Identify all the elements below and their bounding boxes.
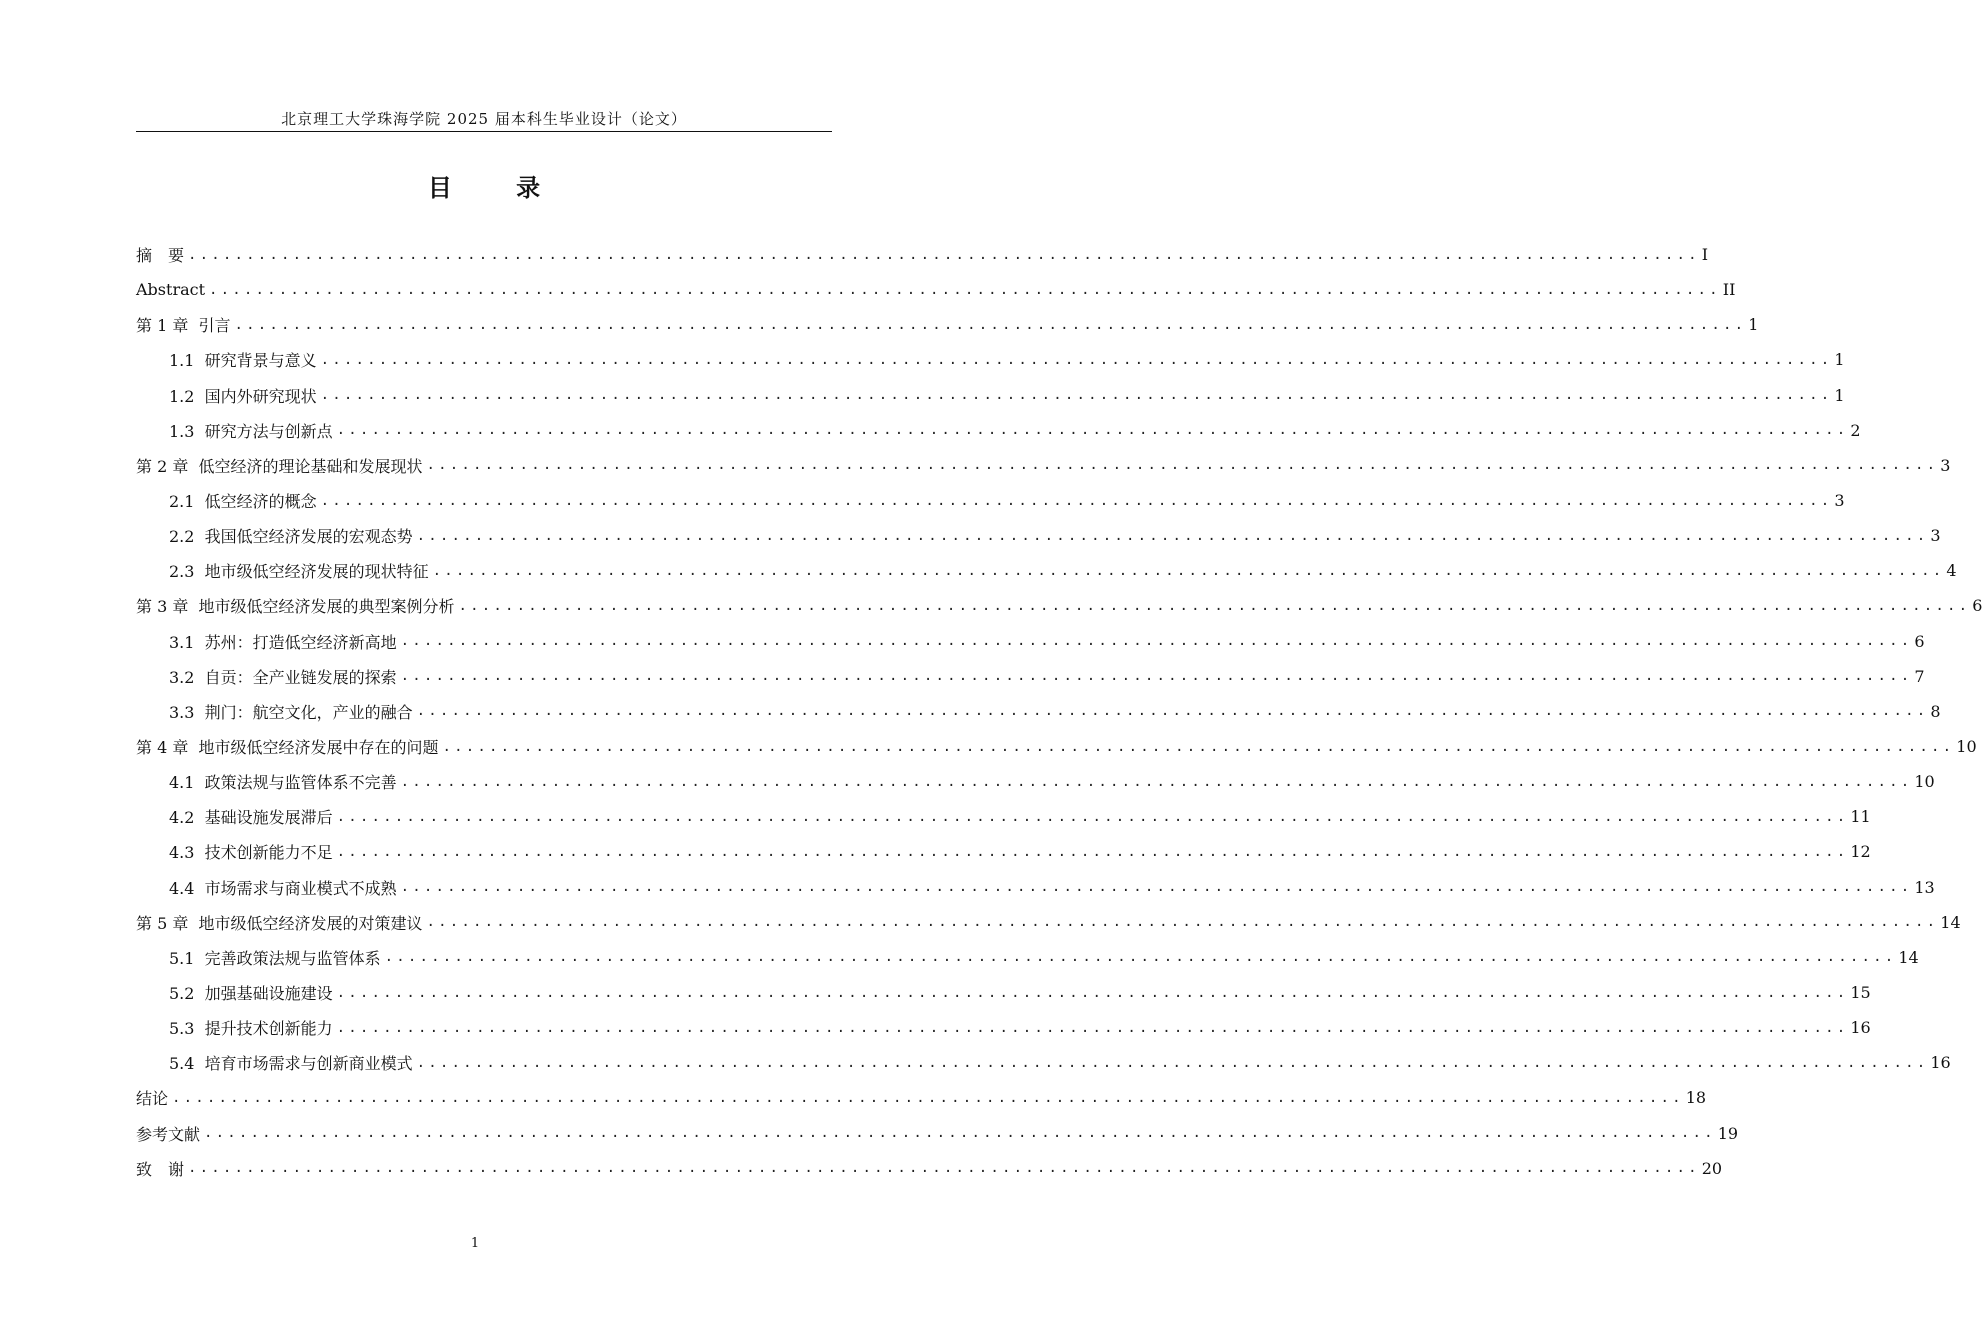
toc-chapter-entry[interactable] bbox=[136, 588, 1982, 623]
toc-entry-label: 4.2 基础设施发展滞后 bbox=[169, 808, 333, 828]
toc-dot-leader: .................................................................................................................................. bbox=[416, 1054, 1929, 1071]
toc-section-entry[interactable] bbox=[136, 342, 1845, 377]
toc-dot-leader: .................................................................................................................................. bbox=[320, 492, 1833, 509]
toc-dot-leader: .................................................................................................................................. bbox=[204, 1125, 1716, 1142]
toc-entry-page: 4 bbox=[1946, 561, 1957, 581]
toc-entry-page: 20 bbox=[1701, 1158, 1723, 1178]
toc-entry-label: 5.1 完善政策法规与监管体系 bbox=[169, 948, 381, 968]
toc-dot-leader: .................................................................................................................................. bbox=[384, 949, 1897, 966]
toc-section-entry[interactable] bbox=[136, 764, 1935, 799]
toc-dot-leader: .................................................................................................................................. bbox=[416, 527, 1929, 544]
toc-entry-page: 16 bbox=[1930, 1053, 1951, 1073]
toc-entry-label: 结论 bbox=[136, 1089, 169, 1109]
toc-entry-page: 1 bbox=[1748, 315, 1759, 335]
toc-chapter-entry[interactable] bbox=[136, 272, 1736, 307]
toc-entry-label: 4.3 技术创新能力不足 bbox=[169, 843, 333, 863]
toc-dot-leader: .................................................................................................................................. bbox=[188, 246, 1700, 263]
toc-section-entry[interactable] bbox=[136, 553, 1957, 588]
toc-dot-leader: .................................................................................................................................. bbox=[426, 457, 1939, 474]
page-title: 目 录 bbox=[427, 174, 569, 202]
toc-entry-page: 3 bbox=[1940, 455, 1951, 475]
toc-entry-label: 第 4 章 地市级低空经济发展中存在的问题 bbox=[136, 738, 439, 758]
toc-section-entry[interactable] bbox=[136, 834, 1871, 869]
toc-entry-page: 19 bbox=[1717, 1123, 1739, 1143]
toc-chapter-entry[interactable] bbox=[136, 1116, 1739, 1151]
toc-entry-page: 14 bbox=[1940, 912, 1961, 932]
toc-dot-leader: .................................................................................................................................. bbox=[442, 738, 1955, 755]
toc-entry-page: 8 bbox=[1930, 701, 1941, 721]
toc-section-entry[interactable] bbox=[136, 483, 1845, 518]
toc-entry-page: 12 bbox=[1850, 842, 1871, 862]
toc-section-entry[interactable] bbox=[136, 1010, 1871, 1045]
toc-entry-page: 18 bbox=[1685, 1088, 1707, 1108]
toc-dot-leader: .................................................................................................................................. bbox=[336, 422, 1849, 439]
toc-section-entry[interactable] bbox=[136, 378, 1845, 413]
toc-section-entry[interactable] bbox=[136, 413, 1861, 448]
toc-entry-label: 1.3 研究方法与创新点 bbox=[169, 421, 333, 441]
toc-entry-page: 6 bbox=[1972, 596, 1982, 616]
toc-dot-leader: .................................................................................................................................. bbox=[172, 1089, 1684, 1106]
toc-dot-leader: .................................................................................................................................. bbox=[336, 1019, 1849, 1036]
toc-entry-label: 1.2 国内外研究现状 bbox=[169, 386, 317, 406]
toc-entry-page: 13 bbox=[1914, 877, 1935, 897]
toc-dot-leader: .................................................................................................................................. bbox=[336, 984, 1849, 1001]
toc-entry-page: 10 bbox=[1914, 772, 1935, 792]
toc-section-entry[interactable] bbox=[136, 870, 1935, 905]
toc-section-entry[interactable] bbox=[136, 940, 1919, 975]
toc-entry-label: 2.2 我国低空经济发展的宏观态势 bbox=[169, 527, 413, 547]
toc-chapter-entry[interactable] bbox=[136, 729, 1977, 764]
toc-dot-leader: .................................................................................................................................. bbox=[209, 281, 1721, 298]
toc-dot-leader: .................................................................................................................................. bbox=[320, 387, 1833, 404]
toc-section-entry[interactable] bbox=[136, 975, 1871, 1010]
toc-dot-leader: .................................................................................................................................. bbox=[400, 879, 1913, 896]
table-of-contents bbox=[136, 237, 1982, 1186]
toc-section-entry[interactable] bbox=[136, 624, 1925, 659]
toc-entry-label: 2.1 低空经济的概念 bbox=[169, 492, 317, 512]
toc-dot-leader: .................................................................................................................................. bbox=[400, 773, 1913, 790]
toc-entry-page: I bbox=[1701, 245, 1709, 265]
toc-entry-page: 3 bbox=[1834, 491, 1845, 511]
running-header: 北京理工大学珠海学院 2025 届本科生毕业设计（论文） bbox=[281, 110, 687, 128]
toc-entry-label: 3.2 自贡：全产业链发展的探索 bbox=[169, 667, 397, 687]
toc-entry-label: 摘 要 bbox=[136, 246, 185, 266]
toc-entry-label: 第 1 章 引言 bbox=[136, 316, 231, 336]
toc-entry-page: 1 bbox=[1834, 350, 1845, 370]
header-rule bbox=[136, 131, 832, 132]
toc-dot-leader: .................................................................................................................................. bbox=[400, 633, 1913, 650]
toc-entry-label: 第 2 章 低空经济的理论基础和发展现状 bbox=[136, 456, 423, 476]
toc-entry-label: 4.4 市场需求与商业模式不成熟 bbox=[169, 878, 397, 898]
toc-dot-leader: .................................................................................................................................. bbox=[234, 316, 1747, 333]
toc-entry-page: 6 bbox=[1914, 631, 1925, 651]
toc-dot-leader: .................................................................................................................................. bbox=[416, 703, 1929, 720]
toc-entry-page: 7 bbox=[1914, 666, 1925, 686]
toc-entry-label: 5.2 加强基础设施建设 bbox=[169, 984, 333, 1004]
toc-chapter-entry[interactable] bbox=[136, 307, 1759, 342]
toc-entry-page: 3 bbox=[1930, 526, 1941, 546]
toc-entry-label: Abstract bbox=[136, 280, 206, 300]
toc-entry-page: 1 bbox=[1834, 385, 1845, 405]
toc-entry-page: 11 bbox=[1850, 807, 1871, 827]
toc-chapter-entry[interactable] bbox=[136, 1080, 1707, 1115]
toc-entry-label: 1.1 研究背景与意义 bbox=[169, 351, 317, 371]
toc-entry-page: 15 bbox=[1850, 983, 1871, 1003]
toc-entry-page: 10 bbox=[1956, 737, 1977, 757]
toc-chapter-entry[interactable] bbox=[136, 905, 1961, 940]
toc-entry-label: 2.3 地市级低空经济发展的现状特征 bbox=[169, 562, 429, 582]
toc-entry-label: 5.3 提升技术创新能力 bbox=[169, 1019, 333, 1039]
toc-dot-leader: .................................................................................................................................. bbox=[432, 562, 1945, 579]
toc-entry-label: 致 谢 bbox=[136, 1159, 185, 1179]
toc-chapter-entry[interactable] bbox=[136, 237, 1709, 272]
toc-entry-page: II bbox=[1722, 280, 1736, 300]
toc-entry-label: 4.1 政策法规与监管体系不完善 bbox=[169, 773, 397, 793]
toc-dot-leader: .................................................................................................................................. bbox=[336, 843, 1849, 860]
toc-entry-label: 3.1 苏州：打造低空经济新高地 bbox=[169, 632, 397, 652]
toc-section-entry[interactable] bbox=[136, 659, 1925, 694]
toc-entry-label: 第 3 章 地市级低空经济发展的典型案例分析 bbox=[136, 597, 455, 617]
toc-dot-leader: .................................................................................................................................. bbox=[458, 597, 1971, 614]
page-number: 1 bbox=[470, 1236, 480, 1251]
toc-entry-page: 2 bbox=[1850, 420, 1861, 440]
toc-dot-leader: .................................................................................................................................. bbox=[400, 668, 1913, 685]
toc-entry-label: 5.4 培育市场需求与创新商业模式 bbox=[169, 1054, 413, 1074]
toc-section-entry[interactable] bbox=[136, 799, 1871, 834]
toc-dot-leader: .................................................................................................................................. bbox=[188, 1160, 1700, 1177]
toc-entry-label: 第 5 章 地市级低空经济发展的对策建议 bbox=[136, 913, 423, 933]
toc-section-entry[interactable] bbox=[136, 518, 1941, 553]
toc-chapter-entry[interactable] bbox=[136, 448, 1951, 483]
toc-section-entry[interactable] bbox=[136, 1045, 1951, 1080]
toc-chapter-entry[interactable] bbox=[136, 1151, 1723, 1186]
toc-entry-label: 3.3 荆门：航空文化，产业的融合 bbox=[169, 702, 413, 722]
toc-entry-page: 14 bbox=[1898, 947, 1919, 967]
toc-dot-leader: .................................................................................................................................. bbox=[426, 914, 1939, 931]
toc-entry-page: 16 bbox=[1850, 1018, 1871, 1038]
toc-dot-leader: .................................................................................................................................. bbox=[336, 808, 1849, 825]
toc-section-entry[interactable] bbox=[136, 694, 1941, 729]
toc-dot-leader: .................................................................................................................................. bbox=[320, 351, 1833, 368]
toc-entry-label: 参考文献 bbox=[136, 1124, 201, 1144]
